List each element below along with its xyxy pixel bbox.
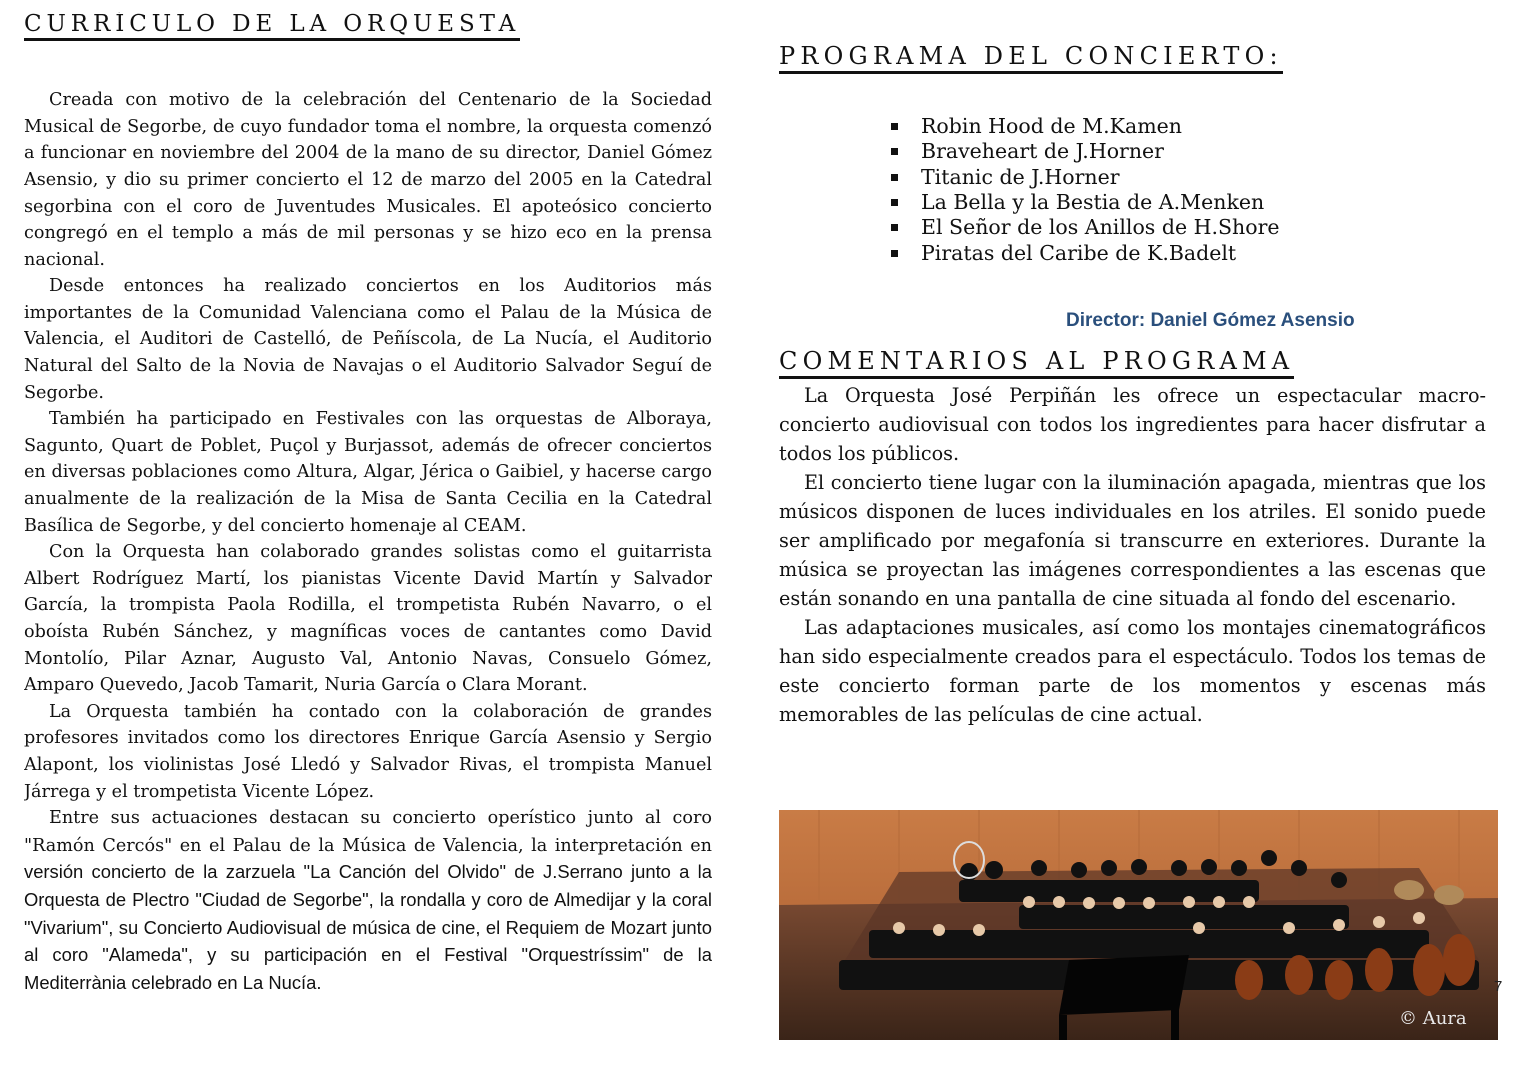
program-item-label: Braveheart de J.Horner [921, 139, 1164, 164]
program-item [891, 190, 1486, 215]
curriculum-paragraph-1: Creada con motivo de la celebración del Centenario de la Sociedad Musical de Segorbe, de cuyo fundador toma el nombre, la orquesta comenzó a funcionar en noviembre del 2004 de la mano de su director, Daniel Gómez Asensio, y dio su primer concierto el 12 de marzo del 2005 en la Catedral segorbina con el coro de Juventudes Musicales. El apoteósico concierto congregó en el templo a más de mil personas y se hizo eco en la prensa nacional. [24, 90, 712, 270]
curriculum-paragraph-5: La Orquesta también ha contado con la colaboración de grandes profesores invitados como los directores Enrique García Asensio y Sergio Alapont, los violinistas José Lledó y Salvador Rivas, el trompista Manuel Járrega y el trompetista Vicente López. [24, 701, 712, 802]
program-item [891, 215, 1486, 240]
program-list [891, 114, 1486, 266]
program-item-label: El Señor de los Anillos de H.Shore [921, 215, 1280, 240]
curriculum-paragraph-6-serif: Entre sus actuaciones destacan su concierto operístico junto al coro "Ramón Cercós" en el Palau de la Música de Valencia, la interpretación en [24, 808, 712, 856]
program-item [891, 114, 1486, 139]
director-credit: Director: Daniel Gómez Asensio [1066, 309, 1355, 331]
bullet-square-icon [891, 199, 898, 206]
program-column [779, 44, 1486, 729]
orchestra-photo [779, 810, 1498, 1040]
comments-body [779, 381, 1486, 729]
program-item-label: Robin Hood de M.Kamen [921, 114, 1182, 139]
program-comments [779, 346, 1486, 729]
program-item [891, 165, 1486, 190]
orchestra-photo-illustration [779, 810, 1498, 1040]
bullet-square-icon [891, 224, 898, 231]
program-item-label: La Bella y la Bestia de A.Menken [921, 190, 1265, 215]
bullet-square-icon [891, 250, 898, 257]
comments-heading: COMENTARIOS AL PROGRAMA [779, 349, 1294, 379]
page-number: 7 [1494, 978, 1503, 995]
photo-watermark: © Aura [1399, 1008, 1467, 1029]
curriculum-paragraph-6-sans: versión concierto de la zarzuela "La Canción del Olvido" de J.Serrano junto a la Orquesta de Plectro "Ciudad de Segorbe", la rondalla y coro de Almedijar y la coral "Vivarium", su Concierto Audiovisual de música de cine, el Requiem de Mozart junto al coro "Alameda", y su participación en el Festival "Orquestríssim" de la Mediterrània celebrado en La Nucía. [24, 861, 712, 993]
program-item [891, 241, 1486, 266]
program-item [891, 139, 1486, 164]
comments-paragraph-2: El concierto tiene lugar con la iluminación apagada, mientras que los músicos disponen de luces individuales en los atriles. El sonido puede ser amplificado por megafonía si transcurre en exteriores. Durante la música se proyectan las imágenes correspondientes a las escenas que están sonando en una pantalla de cine situada al fondo del escenario. [779, 471, 1486, 611]
curriculum-paragraph-2: Desde entonces ha realizado conciertos en los Auditorios más importantes de la Comunidad Valenciana como el Palau de la Música de Valencia, el Auditori de Castelló, de Peñíscola, de La Nucía, el Auditorio Natural del Salto de la Novia de Navajas o el Auditorio Salvador Seguí de Segorbe. [24, 276, 712, 403]
program-item-label: Titanic de J.Horner [921, 164, 1120, 189]
program-heading: PROGRAMA DEL CONCIERTO: [779, 44, 1283, 74]
orchestra-curriculum-column [24, 12, 712, 1040]
curriculum-paragraph-6 [24, 805, 712, 997]
curriculum-heading: CURRÍCULO DE LA ORQUESTA [24, 12, 520, 41]
program-item-label: Piratas del Caribe de K.Badelt [921, 240, 1237, 265]
bullet-square-icon [891, 123, 898, 130]
bullet-square-icon [891, 174, 898, 181]
comments-paragraph-1: La Orquesta José Perpiñán les ofrece un espectacular macro-concierto audiovisual con todos los ingredientes para hacer disfrutar a todos los públicos. [779, 384, 1486, 466]
curriculum-paragraph-4: Con la Orquesta han colaborado grandes solistas como el guitarrista Albert Rodríguez Martí, los pianistas Vicente David Martín y Salvador García, la trompista Paola Rodilla, el trompetista Rubén Navarro, o el oboísta Rubén Sánchez, y magníficas voces de cantantes como David Montolío, Pilar Aznar, Augusto Val, Antonio Navas, Consuelo Gómez, Amparo Quevedo, Jacob Tamarit, Nuria García o Clara Morant. [24, 542, 712, 696]
comments-paragraph-3: Las adaptaciones musicales, así como los montajes cinematográficos han sido especialmente creados para el espectáculo. Todos los temas de este concierto forman parte de los momentos y escenas más memorables de las películas de cine actual. [779, 616, 1486, 727]
curriculum-paragraph-3: También ha participado en Festivales con las orquestas de Alboraya, Sagunto, Quart de Poblet, Puçol y Burjassot, además de ofrecer conciertos en diversas poblaciones como Altura, Algar, Jérica o Gaibiel, y hacerse cargo anualmente de la realización de la Misa de Santa Cecilia en la Catedral Basílica de Segorbe, y del concierto homenaje al CEAM. [24, 409, 712, 536]
curriculum-body [24, 87, 712, 997]
bullet-square-icon [891, 148, 898, 155]
